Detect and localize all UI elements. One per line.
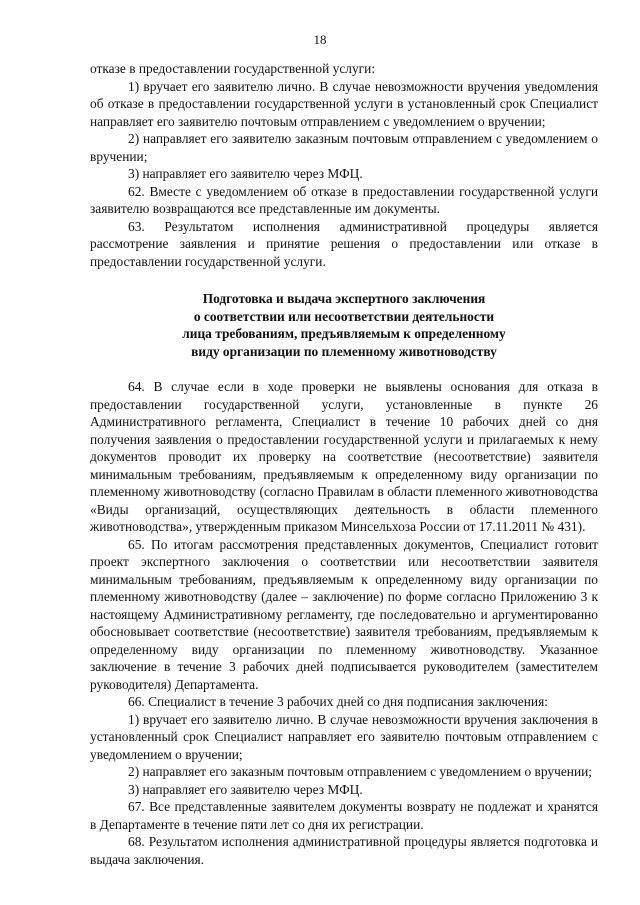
paragraph: 67. Все представленные заявителем документы возврату не подлежат и хранятся в Департаменте в течение пяти лет со дня их регистрации. bbox=[90, 799, 598, 832]
section-heading-line: виду организации по племенному животноводству bbox=[191, 343, 497, 359]
paragraph: 3) направляет его заявителю через МФЦ. bbox=[128, 781, 363, 797]
paragraph: 3) направляет его заявителю через МФЦ. bbox=[128, 166, 363, 181]
section-heading-line: Подготовка и выдача экспертного заключения bbox=[202, 291, 486, 306]
paragraph: 2) направляет его заявителю заказным почтовым отправлением с уведомлением о вручении; bbox=[90, 131, 598, 164]
paragraphs-after bbox=[90, 378, 598, 868]
paragraph: отказе в предоставлении государственной услуги: bbox=[90, 61, 376, 76]
document-body bbox=[90, 60, 598, 868]
paragraph: 62. Вместе с уведомлением об отказе в предоставлении государственной услуги заявителю возвращаются все представленные им документы. bbox=[90, 183, 598, 216]
paragraph: 66. Специалист в течение 3 рабочих дней со дня подписания заключения: bbox=[128, 694, 548, 709]
paragraph: 2) направляет его заказным почтовым отправлением с уведомлением о вручении; bbox=[128, 764, 592, 779]
paragraph: 1) вручает его заявителю лично. В случае невозможности вручения заключения в установленный срок Специалист направляет его заявителю почтовым отправлением с уведомлением о вручении; bbox=[90, 711, 598, 762]
page-number: 18 bbox=[313, 32, 327, 47]
paragraph: 1) вручает его заявителю лично. В случае невозможности вручения уведомления об отказе в предоставлении государственной услуги в установленный срок Специалист направляет его заявителю почтовым отправлением с уведомлением о вручении; bbox=[90, 78, 598, 129]
paragraph: 65. По итогам рассмотрения представленных документов, Специалист готовит проект экспертного заключения о соответствии или несоответствии заявителя минимальным требованиям, предъявляемым к определенному виду организации по племенному животноводству (далее – заключение) по форме согласно Приложению 3 к настоящему Административному регламенту, где последовательно и аргументированно обосновывает соответствие (несоответствие) заявителя требованиям, предъявляемым к определенному виду организации по племенному животноводству. Указанное заключение в течение 3 рабочих дней подписывается руководителем (заместителем руководителя) Департамента. bbox=[90, 536, 598, 692]
paragraph: 68. Результатом исполнения административной процедуры является подготовка и выдача заключения. bbox=[90, 834, 598, 867]
paragraph: 63. Результатом исполнения административной процедуры является рассмотрение заявления и принятие решения о предоставлении или отказе в предоставлении государственной услуги. bbox=[90, 218, 598, 269]
paragraph: 64. В случае если в ходе проверки не выявлены основания для отказа в предоставлении государственной услуги, установленные в пункте 26 Административного регламента, Специалист в течение 10 рабочих дней со дня получения заявления о предоставлении государственной услуги и прилагаемых к нему документов проводит их проверку на соответствие (несоответствие) заявителя минимальным требованиям, предъявляемым к определенному виду организации по племенному животноводству (согласно Правилам в области племенного животноводства «Виды организаций, осуществляющих деятельность в области племенного животноводства», утвержденным приказом Минсельхоза России от 17.11.2011 № 431). bbox=[90, 379, 598, 534]
section-heading-line: лица требованиям, предъявляемым к определенному bbox=[182, 326, 506, 341]
section-heading bbox=[90, 290, 598, 360]
paragraphs-before bbox=[90, 60, 598, 270]
section-heading-line: о соответствии или несоответствии деятельности bbox=[193, 308, 495, 324]
